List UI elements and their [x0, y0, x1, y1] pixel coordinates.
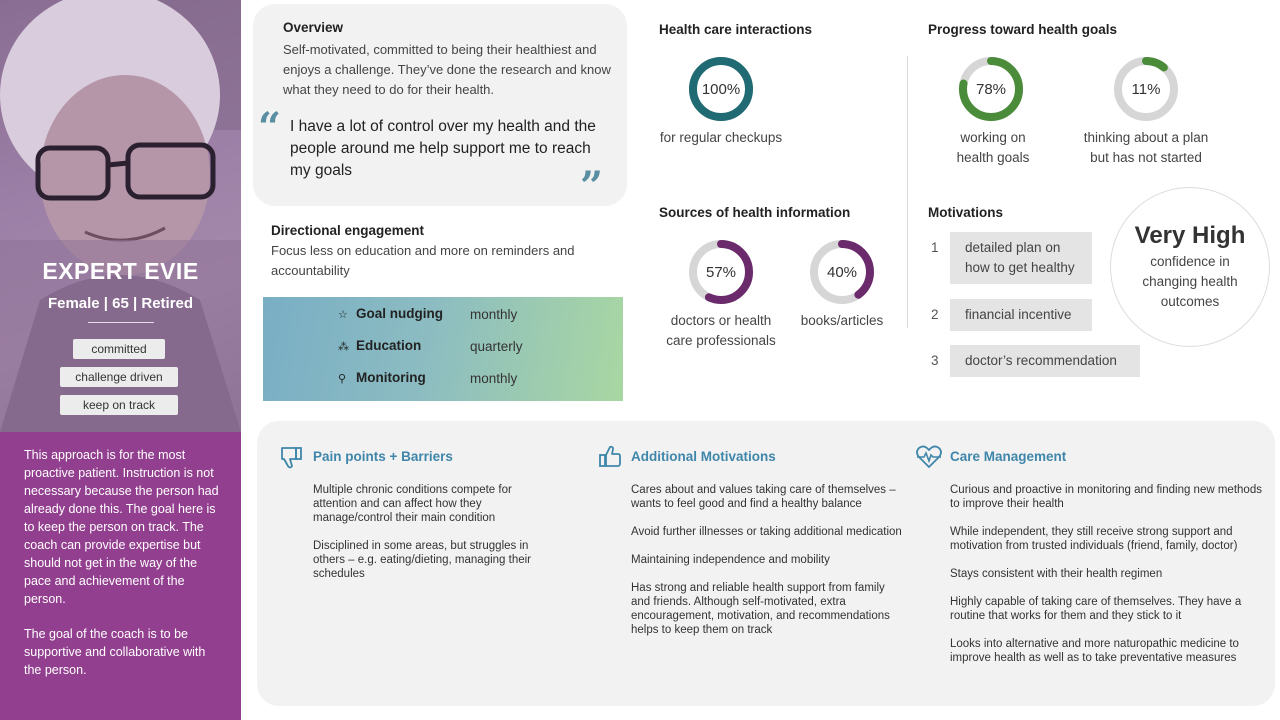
network-icon: ⁂ — [338, 341, 349, 353]
caption-line: doctors or health — [670, 313, 772, 328]
donut-percent: 11% — [1131, 81, 1161, 98]
vertical-divider — [907, 56, 908, 328]
donut-percent: 40% — [826, 264, 858, 281]
engagement-frequency: quarterly — [470, 339, 523, 354]
list-item: Looks into alternative and more naturopathic medicine to improve health as well as to take preventative measures — [950, 638, 1239, 664]
persona-name: EXPERT EVIE — [42, 258, 199, 284]
motivation-number: 2 — [931, 307, 939, 322]
interactions-donut — [688, 56, 754, 122]
caption-line: working on — [960, 130, 1026, 145]
motivation-line: detailed plan on — [965, 240, 1061, 255]
list-item: Disciplined in some areas, but struggles in others – e.g. eating/dieting, managing their schedules — [313, 540, 532, 580]
confidence-level: Very High — [1134, 222, 1246, 249]
list-item: While independent, they still receive strong support and motivation from trusted individuals (friend, family, doctor) — [950, 526, 1238, 552]
sources-title: Sources of health information — [659, 205, 851, 220]
divider — [88, 322, 154, 323]
engagement-row — [338, 370, 426, 385]
motivation-number: 3 — [931, 353, 939, 368]
overview-title: Overview — [283, 20, 344, 35]
list-item: Avoid further illnesses or taking additional medication — [631, 526, 902, 538]
engagement-row — [338, 338, 421, 353]
open-quote-icon: “ — [258, 104, 282, 151]
progress-caption — [1066, 128, 1226, 168]
persona-panel — [0, 0, 241, 720]
motivation-number: 1 — [931, 240, 939, 255]
confidence-text: confidence in changing health outcomes — [1142, 254, 1238, 309]
list-item: Multiple chronic conditions compete for attention and can affect how they manage/control their main condition — [313, 484, 512, 524]
list-item: Stays consistent with their health regimen — [950, 568, 1163, 580]
progress-donut-thinking — [1113, 56, 1179, 122]
thumbs-down-icon — [279, 444, 305, 470]
persona-quote: I have a lot of control over my health and the people around me help support me to reach my goals — [290, 118, 596, 179]
engagement-frequency: monthly — [470, 307, 518, 322]
engagement-schedule — [263, 297, 623, 401]
motivation-item — [950, 232, 1092, 284]
search-icon: ⚲ — [338, 373, 347, 385]
care-management-title: Care Management — [950, 449, 1067, 464]
donut-percent: 57% — [705, 264, 737, 281]
engagement-label: Monitoring — [356, 370, 426, 385]
pain-points-list — [313, 483, 553, 595]
caption-line: health goals — [956, 150, 1030, 165]
persona-photo — [0, 0, 241, 432]
sources-donut-doctors — [688, 239, 754, 305]
list-item: Cares about and values taking care of themselves – wants to feel good and find a healthy balance — [631, 484, 896, 510]
engagement-label: Education — [356, 338, 422, 353]
pain-points-title: Pain points + Barriers — [313, 449, 453, 464]
engagement-label: Goal nudging — [356, 306, 443, 321]
interactions-title: Health care interactions — [659, 22, 813, 37]
motivation-line: how to get healthy — [965, 260, 1075, 275]
interactions-caption: for regular checkups — [659, 130, 783, 145]
engagement-frequency: monthly — [470, 371, 518, 386]
caption-line: care professionals — [666, 333, 776, 348]
sources-donut-books — [809, 239, 875, 305]
list-item: Maintaining independence and mobility — [631, 554, 830, 566]
additional-motivations-list — [631, 483, 906, 651]
thumbs-up-icon — [597, 444, 623, 470]
tag-challenge-driven: challenge driven — [60, 367, 178, 387]
engagement-text: Focus less on education and more on reminders and accountability — [271, 243, 575, 278]
overview-text: Self-motivated, committed to being their healthiest and enjoys a challenge. They’ve done the research and know what they need to do for their health. — [283, 42, 611, 97]
motivation-item: financial incentive — [950, 299, 1092, 331]
star-icon: ☆ — [338, 309, 348, 321]
list-item: Has strong and reliable health support from family and friends. Although self-motivated, extra encouragement, motivation, and recommendations helps to keep them on track — [631, 582, 890, 636]
donut-percent: 78% — [975, 81, 1007, 98]
engagement-row — [338, 306, 443, 321]
motivation-item: doctor’s recommendation — [950, 345, 1140, 377]
close-quote-icon: ” — [580, 163, 604, 210]
progress-donut-working — [958, 56, 1024, 122]
confidence-circle — [1110, 187, 1270, 347]
list-item: Curious and proactive in monitoring and finding new methods to improve their health — [950, 484, 1262, 510]
sources-caption — [650, 311, 792, 351]
persona-demographics: Female | 65 | Retired — [47, 295, 194, 312]
tag-keep-on-track: keep on track — [60, 395, 178, 415]
persona-description — [0, 432, 241, 720]
heartbeat-icon — [915, 444, 943, 470]
progress-caption — [928, 128, 1058, 168]
additional-motivations-title: Additional Motivations — [631, 449, 776, 464]
donut-percent: 100% — [701, 81, 741, 98]
sources-caption: books/articles — [800, 313, 884, 328]
motivations-title: Motivations — [928, 205, 1004, 220]
caption-line: thinking about a plan — [1083, 130, 1209, 145]
engagement-title: Directional engagement — [271, 223, 425, 238]
description-paragraph: The goal of the coach is to be supportive and collaborative with the person. — [24, 627, 206, 677]
progress-title: Progress toward health goals — [928, 22, 1118, 37]
list-item: Highly capable of taking care of themselves. They have a routine that works for them and they stick to it — [950, 596, 1242, 622]
description-paragraph: This approach is for the most proactive patient. Instruction is not necessary because the person had already done this. The goal here is to keep the person on track. The coach can provide expertise but should not get in the way of the pace and achievement of the person. — [24, 448, 219, 606]
caption-line: but has not started — [1090, 150, 1202, 165]
care-management-list — [950, 483, 1262, 679]
tag-committed: committed — [73, 339, 165, 359]
